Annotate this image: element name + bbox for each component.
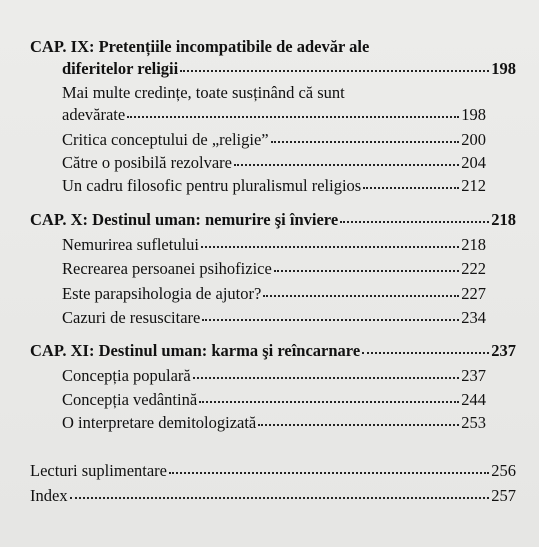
leader-dots [363,173,459,189]
further-reading [30,460,516,482]
leader-dots [193,363,460,379]
index-page: 257 [491,486,516,505]
section-xi-3 [62,412,486,434]
chapter-x-page: 218 [491,210,516,229]
chapter-ix [30,36,516,80]
section-ix-4 [62,175,486,197]
chapter-ix-title-line1: CAP. IX: Pretențiile incompatibile de adevăr ale [30,37,370,56]
section-ix-4-title: Un cadru filosofic pentru pluralismul religios [62,176,362,195]
index-title: Index [30,486,68,505]
section-ix-4-page: 212 [461,176,486,195]
leader-dots [258,410,459,426]
section-x-2-title: Recrearea persoanei psihofizice [62,259,272,278]
section-ix-2 [62,129,486,151]
section-x-3 [62,283,486,305]
section-xi-3-title: O interpretare demitologizată [62,413,257,432]
leader-dots [362,338,489,354]
chapter-xi-page: 237 [491,341,516,360]
leader-dots [201,232,459,248]
chapter-xi [30,340,516,362]
section-ix-3 [62,152,486,174]
chapter-ix-title-line2-row [30,58,516,80]
section-x-4-page: 234 [461,308,486,327]
section-x-1 [62,234,486,256]
leader-dots [169,458,489,474]
leader-dots [202,305,459,321]
further-reading-page: 256 [491,461,516,480]
section-xi-2-page: 244 [461,390,486,409]
section-ix-3-title: Către o posibilă rezolvare [62,153,232,172]
section-ix-1-page: 198 [461,105,486,124]
section-xi-2 [62,389,486,411]
chapter-x [30,209,516,231]
further-reading-title: Lecturi suplimentare [30,461,167,480]
chapter-ix-title-line2: diferitelor religii [62,59,179,78]
leader-dots [263,281,459,297]
index-entry [30,485,516,507]
section-x-1-title: Nemurirea sufletului [62,235,199,254]
section-ix-2-title: Critica conceptului de „religie” [62,130,269,149]
section-x-4 [62,307,486,329]
leader-dots [70,483,490,499]
leader-dots [180,56,489,72]
section-x-4-title: Cazuri de resuscitare [62,308,201,327]
chapter-x-title: CAP. X: Destinul uman: nemurire şi înviere [30,210,339,229]
chapter-xi-title: CAP. XI: Destinul uman: karma şi reîncarnare [30,341,361,360]
section-xi-1-page: 237 [461,366,486,385]
leader-dots [199,387,459,403]
section-x-2-page: 222 [461,259,486,278]
leader-dots [234,150,459,166]
section-ix-1-line1: Mai multe credințe, toate susținând că sunt [62,83,345,102]
section-x-2 [62,258,486,280]
leader-dots [127,102,459,118]
leader-dots [340,207,489,223]
section-xi-3-page: 253 [461,413,486,432]
section-ix-1 [62,82,486,126]
section-ix-3-page: 204 [461,153,486,172]
chapter-ix-page: 198 [491,59,516,78]
section-x-3-page: 227 [461,284,486,303]
section-xi-1 [62,365,486,387]
section-xi-2-title: Concepția vedântină [62,390,198,409]
section-x-1-page: 218 [461,235,486,254]
section-x-3-title: Este parapsihologia de ajutor? [62,284,262,303]
section-ix-1-line2-row [62,104,486,126]
section-ix-2-page: 200 [461,130,486,149]
leader-dots [274,256,459,272]
section-ix-1-line2: adevărate [62,105,126,124]
leader-dots [271,127,460,143]
section-xi-1-title: Concepția populară [62,366,191,385]
